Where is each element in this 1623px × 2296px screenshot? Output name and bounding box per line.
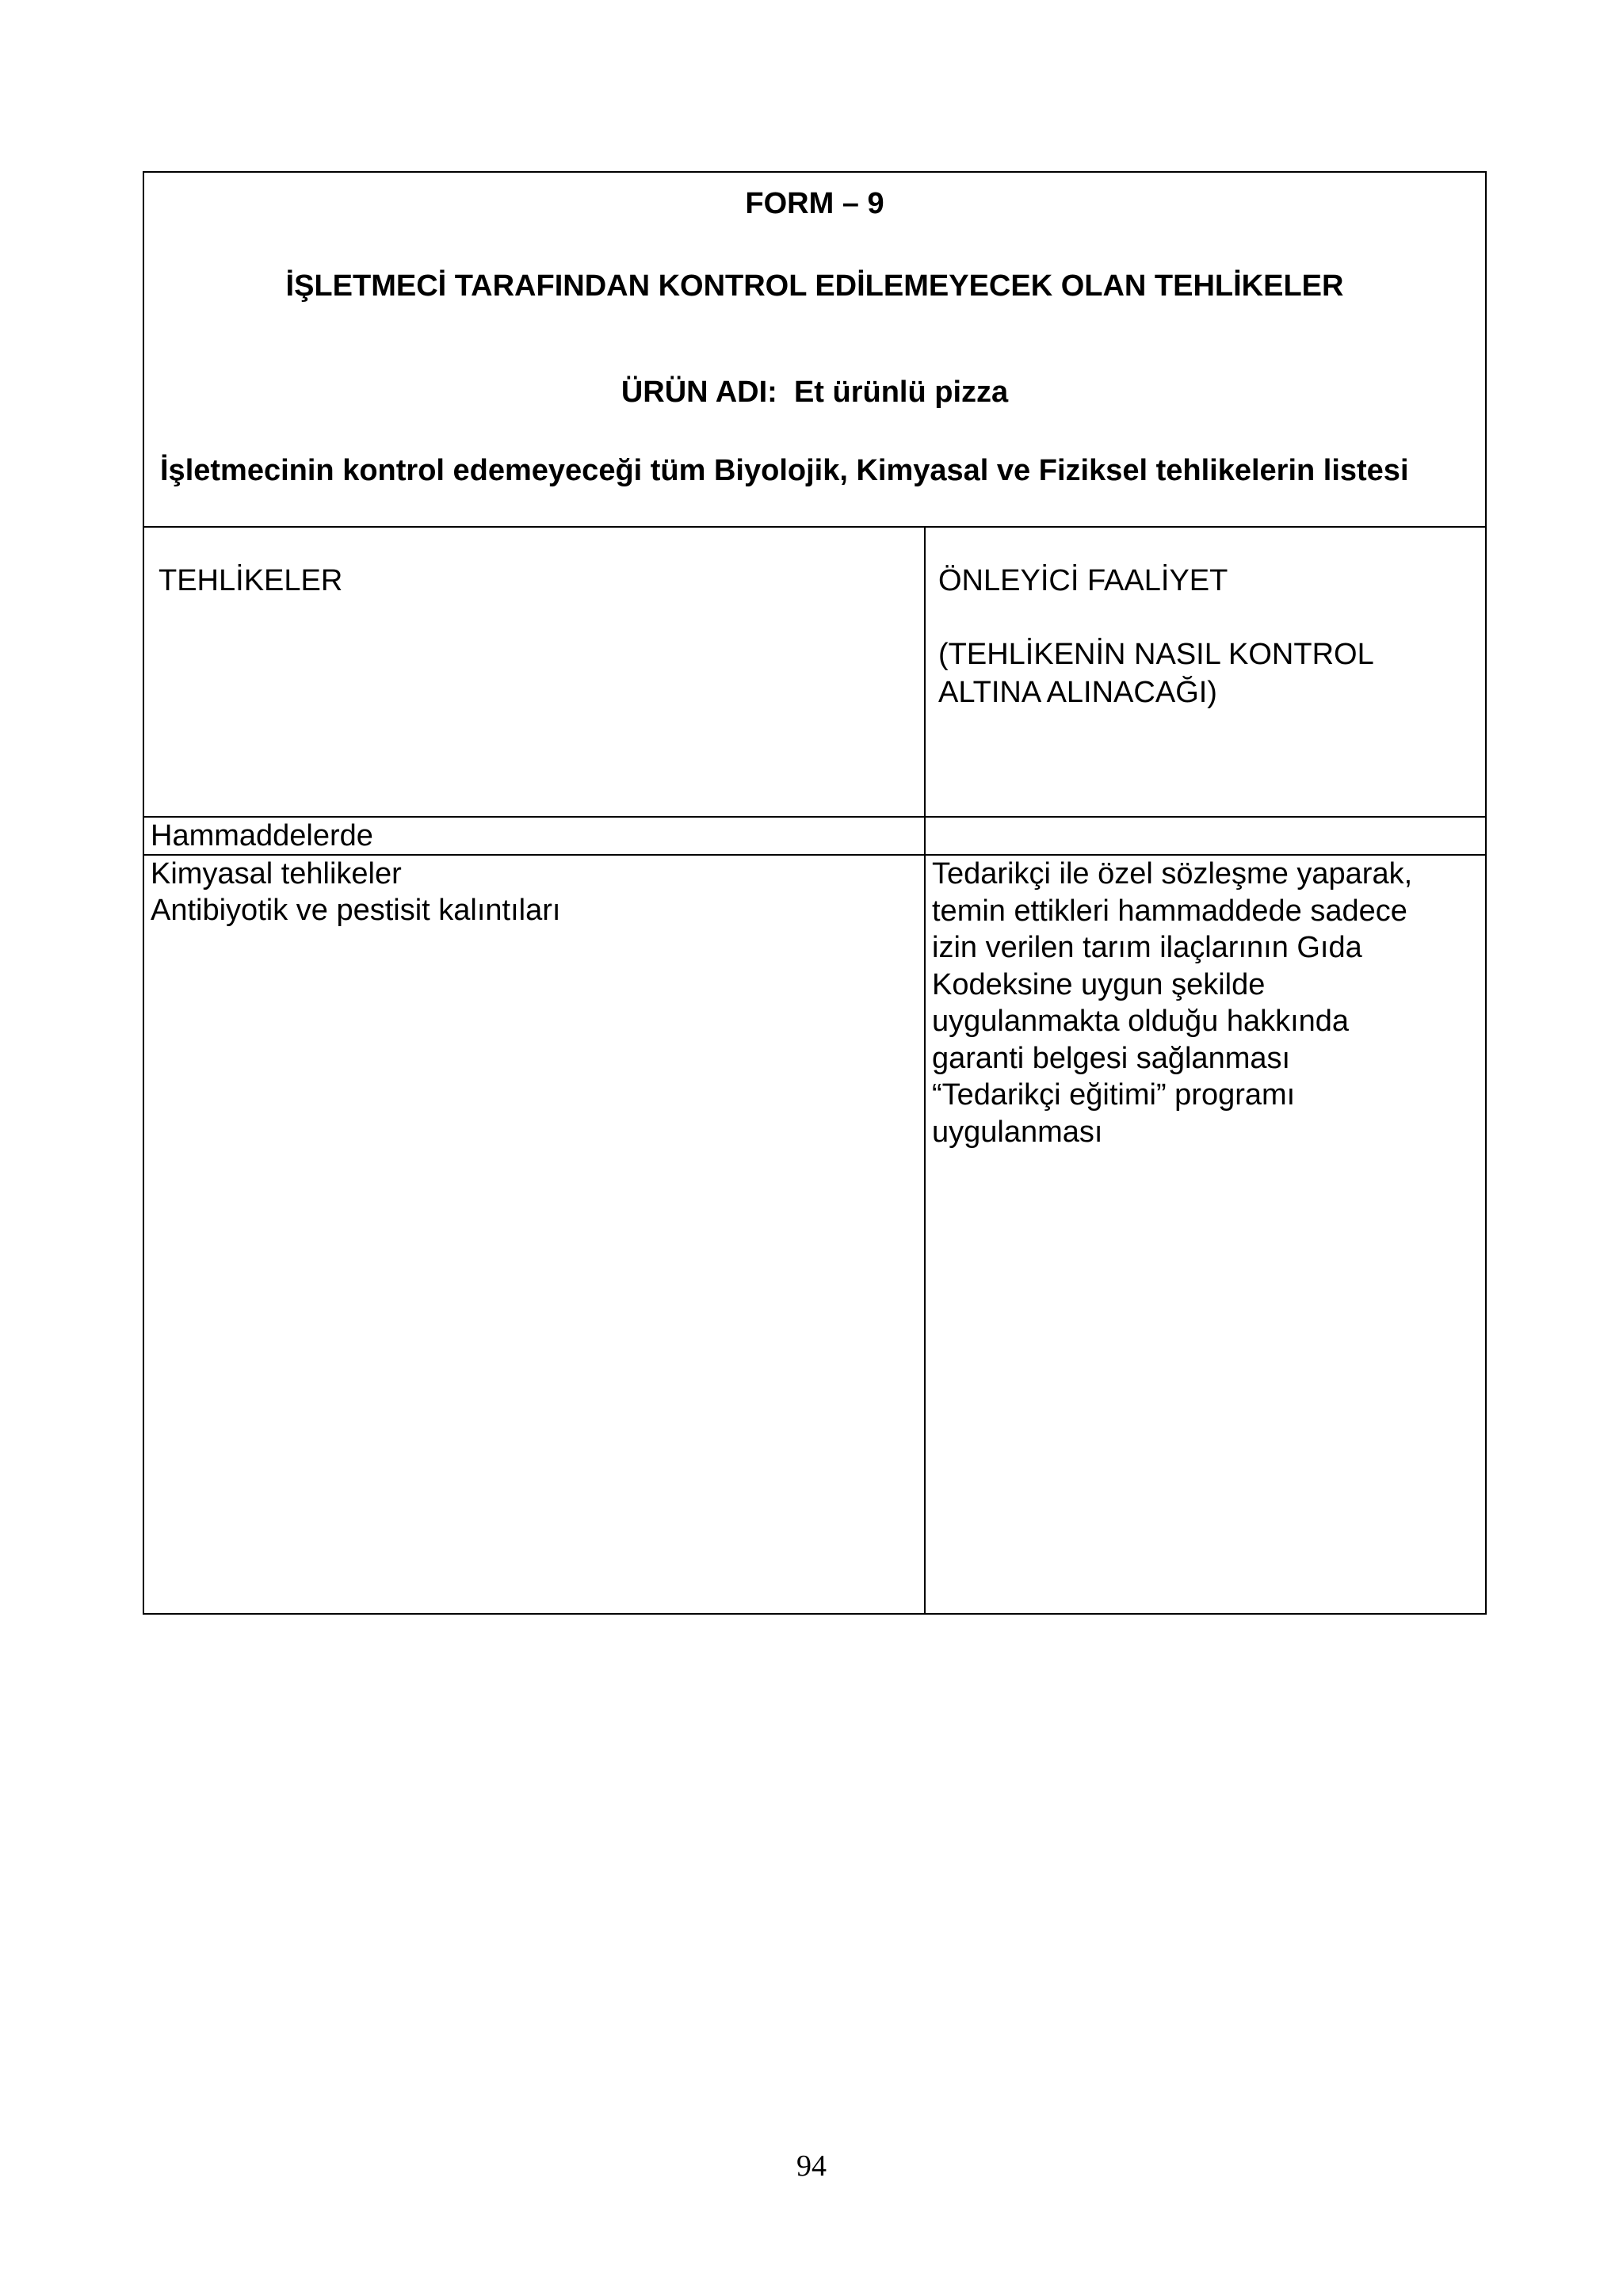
- hazard-cell: [151, 856, 911, 929]
- product-label: ÜRÜN ADI:: [621, 376, 777, 409]
- hazard-detail: Antibiyotik ve pestisit kalıntıları: [151, 894, 561, 927]
- hazards-column-header: TEHLİKELER: [158, 564, 343, 597]
- hazard-list-note: İşletmecinin kontrol edemeyeceği tüm Biyolojik, Kimyasal ve Fiziksel tehlikelerin listesi: [160, 454, 1409, 487]
- column-divider: [924, 528, 926, 1615]
- hazard-type: Kimyasal tehlikeler: [151, 857, 402, 891]
- form-title: İŞLETMECİ TARAFINDAN KONTROL EDİLEMEYECEK OLAN TEHLİKELER: [285, 269, 1344, 303]
- form-table: [143, 171, 1487, 1615]
- page-number: 94: [796, 2149, 827, 2183]
- form-number: FORM – 9: [745, 187, 884, 220]
- preventive-action-column-subheader: (TEHLİKENİN NASIL KONTROL ALTINA ALINACAĞI): [938, 638, 1373, 709]
- form-header: [144, 173, 1485, 528]
- preventive-action-cell: Tedarikçi ile özel sözleşme yaparak, temin ettikleri hammaddede sadece izin verilen tarım ilaçlarının Gıda Kodeksine uygun şekilde uygulanmakta olduğu hakkında garanti belgesi sağlanması “Tedarikçi eğitimi” programı uygulanması: [932, 857, 1413, 1149]
- product-line: [144, 376, 1485, 410]
- product-name: Et ürünlü pizza: [793, 376, 1009, 409]
- section-label-raw-materials: Hammaddelerde: [151, 819, 373, 852]
- preventive-action-column-header: ÖNLEYİCİ FAALİYET: [938, 564, 1228, 597]
